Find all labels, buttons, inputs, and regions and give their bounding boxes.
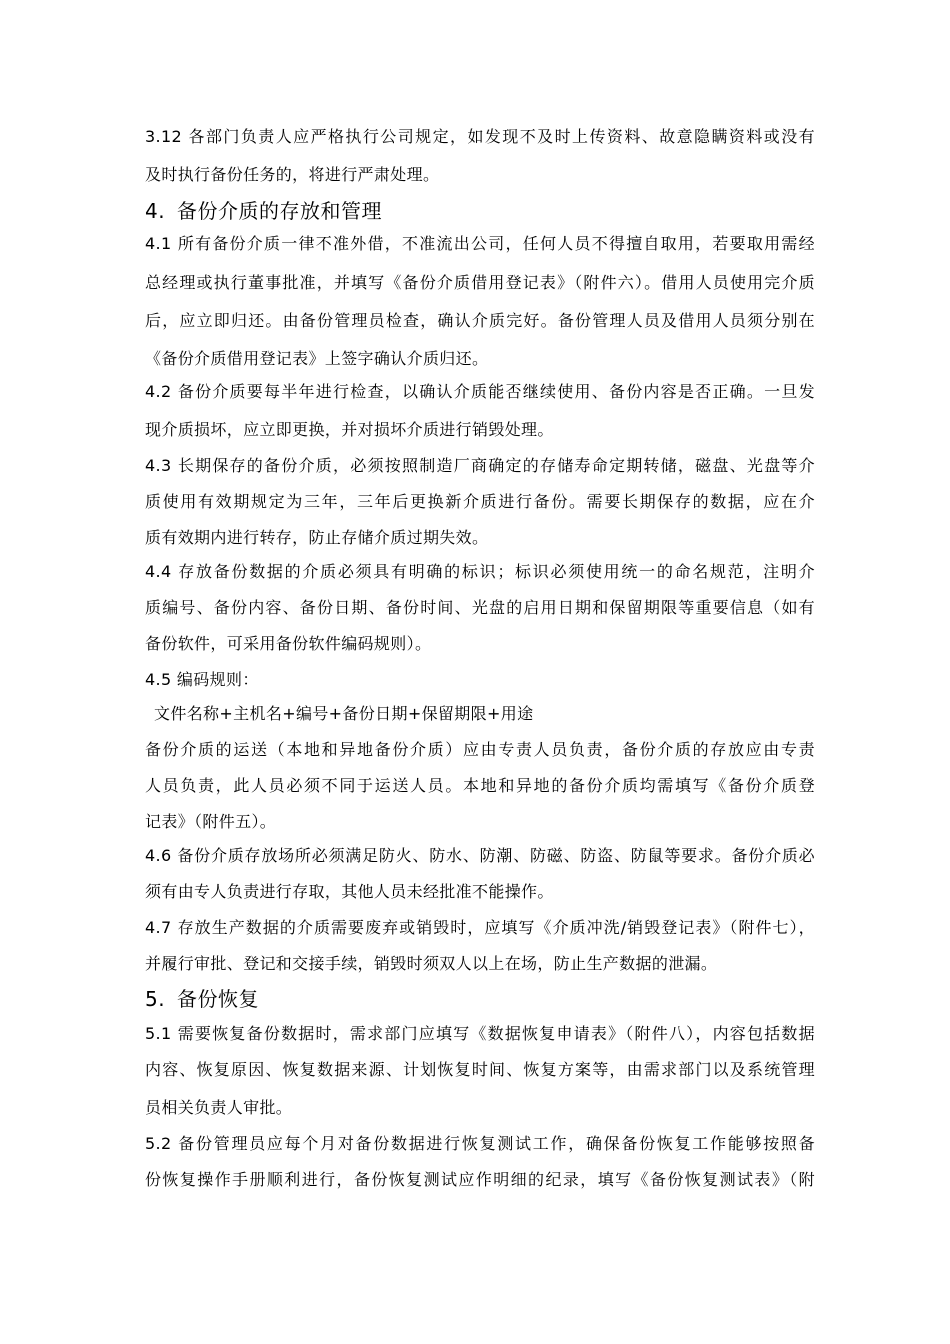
paragraph-line: 人员负责，此人员必须不同于运送人员。本地和异地的备份介质均需填写《备份介质登 bbox=[145, 776, 815, 795]
paragraph-line: 4.2 备份介质要每半年进行检查，以确认介质能否继续使用、备份内容是否正确。一旦发 bbox=[145, 382, 815, 401]
paragraph-line: 3.12 各部门负责人应严格执行公司规定，如发现不及时上传资料、故意隐瞒资料或没有 bbox=[145, 127, 815, 146]
paragraph-line: 及时执行备份任务的，将进行严肃处理。 bbox=[145, 165, 440, 184]
paragraph-line: 现介质损坏，应立即更换，并对损坏介质进行销毁处理。 bbox=[145, 420, 554, 439]
paragraph-line: 质使用有效期规定为三年，三年后更换新介质进行备份。需要长期保存的数据，应在介 bbox=[145, 492, 815, 511]
paragraph-line: 4.4 存放备份数据的介质必须具有明确的标识；标识必须使用统一的命名规范，注明介 bbox=[145, 562, 815, 581]
section-title: 备份恢复 bbox=[177, 987, 259, 1011]
section-heading bbox=[145, 199, 382, 223]
section-number: 4. bbox=[145, 199, 166, 223]
section-heading bbox=[145, 987, 259, 1011]
paragraph-line: 质有效期内进行转存，防止存储介质过期失效。 bbox=[145, 528, 489, 547]
paragraph-line: 5.1 需要恢复备份数据时，需求部门应填写《数据恢复申请表》（附件八），内容包括数据 bbox=[145, 1024, 815, 1043]
paragraph-line: 4.1 所有备份介质一律不准外借，不准流出公司，任何人员不得擅自取用，若要取用需经 bbox=[145, 234, 815, 253]
paragraph-line: 并履行审批、登记和交接手续，销毁时须双人以上在场，防止生产数据的泄漏。 bbox=[145, 954, 718, 973]
paragraph-line: 质编号、备份内容、备份日期、备份时间、光盘的启用日期和保留期限等重要信息（如有 bbox=[145, 598, 815, 617]
paragraph-line: 备份软件，可采用备份软件编码规则）。 bbox=[145, 634, 432, 653]
paragraph-line: 4.3 长期保存的备份介质，必须按照制造厂商确定的存储寿命定期转储，磁盘、光盘等介 bbox=[145, 456, 815, 475]
paragraph-line: 5.2 备份管理员应每个月对备份数据进行恢复测试工作，确保备份恢复工作能够按照备 bbox=[145, 1134, 815, 1153]
section-number: 5. bbox=[145, 987, 166, 1011]
paragraph-line: 员相关负责人审批。 bbox=[145, 1098, 293, 1117]
paragraph-line: 4.6 备份介质存放场所必须满足防火、防水、防潮、防磁、防盗、防鼠等要求。备份介质必 bbox=[145, 846, 815, 865]
paragraph-line: 《备份介质借用登记表》上签字确认介质归还。 bbox=[145, 349, 489, 368]
paragraph-line: 记表》（附件五）。 bbox=[145, 812, 277, 831]
paragraph-line: 总经理或执行董事批准，并填写《备份介质借用登记表》（附件六）。借用人员使用完介质 bbox=[145, 273, 815, 292]
paragraph-line: 份恢复操作手册顺利进行，备份恢复测试应作明细的纪录，填写《备份恢复测试表》（附 bbox=[145, 1170, 815, 1189]
paragraph-line: 后，应立即归还。由备份管理员检查，确认介质完好。备份管理人员及借用人员须分别在 bbox=[145, 311, 815, 330]
paragraph-line: 须有由专人负责进行存取，其他人员未经批准不能操作。 bbox=[145, 882, 554, 901]
paragraph-line: 4.5 编码规则： bbox=[145, 670, 259, 689]
paragraph-line: 内容、恢复原因、恢复数据来源、计划恢复时间、恢复方案等，由需求部门以及系统管理 bbox=[145, 1060, 815, 1079]
paragraph-line: 4.7 存放生产数据的介质需要废弃或销毁时，应填写《介质冲洗/销毁登记表》（附件七）， bbox=[145, 918, 815, 937]
section-title: 备份介质的存放和管理 bbox=[177, 199, 382, 223]
paragraph-line: 备份介质的运送（本地和异地备份介质）应由专责人员负责，备份介质的存放应由专责 bbox=[145, 740, 815, 759]
encoding-rule-line: 文件名称+主机名+编号+备份日期+保留期限+用途 bbox=[154, 704, 534, 723]
